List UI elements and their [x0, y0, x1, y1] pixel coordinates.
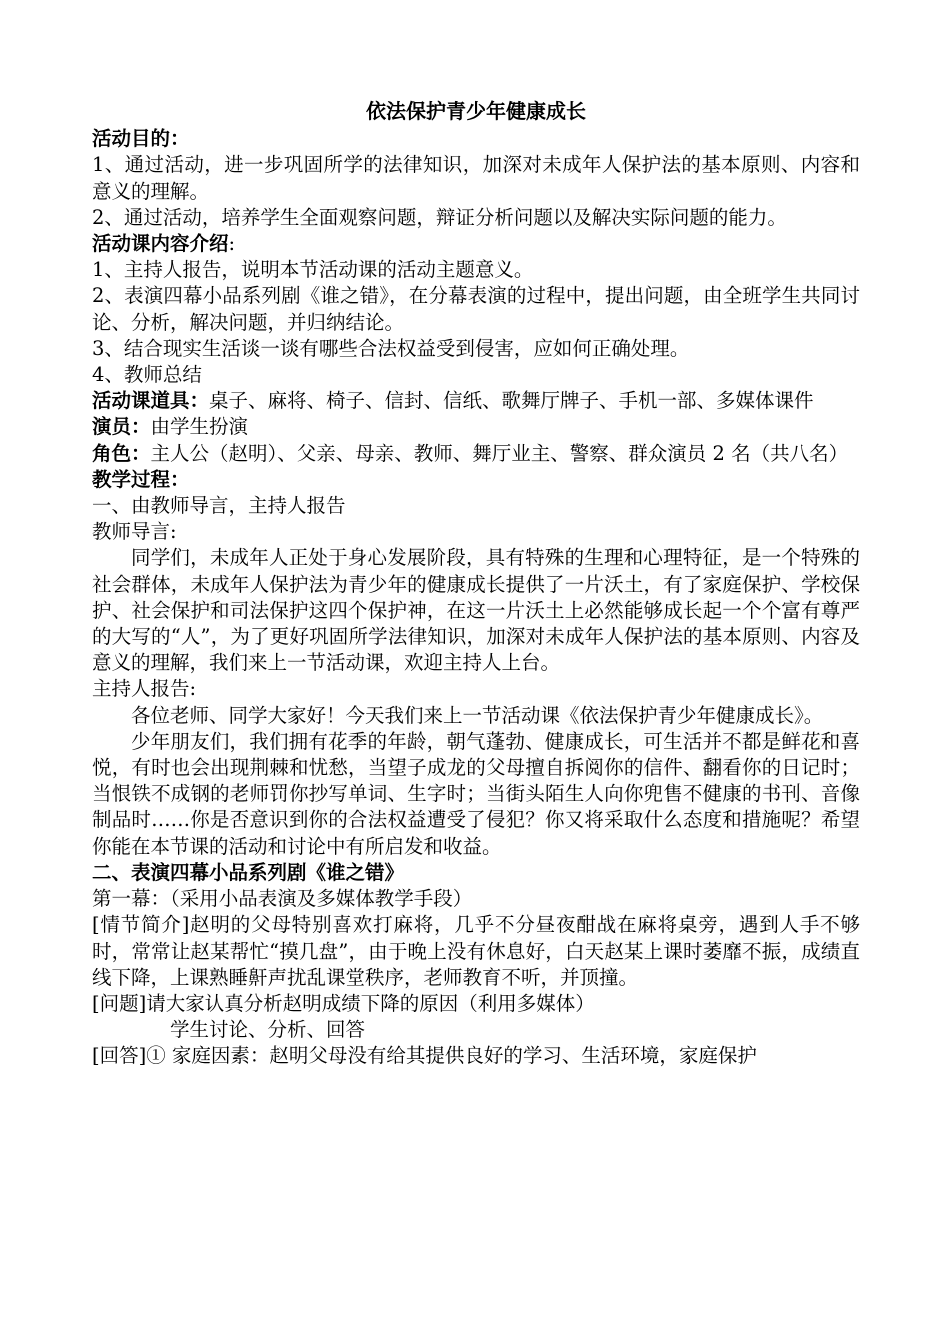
actors-text: 由学生扮演 [150, 415, 249, 439]
answer-text: [回答]① 家庭因素：赵明父母没有给其提供良好的学习、生活环境，家庭保护 [92, 1044, 757, 1068]
host-report-text-2: 少年朋友们，我们拥有花季的年龄，朝气蓬勃、健康成长，可生活并不都是鲜花和喜悦，有时也会出现荆棘和忧愁，当望子成龙的父母擅自拆阅你的信件、翻看你的日记时；当恨铁不成钢的老师罚你抄写单词、生字时；当街头陌生人向你兜售不健康的书刊、音像制品时……你是否意识到你的合法权益遭受了侵犯？你又将采取什么态度和措施呢？希望你能在本节课的活动和讨论中有所启发和收益。 [92, 729, 860, 858]
purpose-item-2: 2、通过活动，培养学生全面观察问题，辩证分析问题以及解决实际问题的能力。 [92, 205, 787, 229]
content-item-4: 4、教师总结 [92, 363, 202, 387]
discussion-text: 学生讨论、分析、回答 [170, 1018, 366, 1042]
host-report-label: 主持人报告: [92, 677, 197, 701]
props-line [92, 388, 860, 414]
process-step-1: 一、由教师导言，主持人报告 [92, 494, 346, 518]
question-text: [问题]请大家认真分析赵明成绩下降的原因（利用多媒体） [92, 991, 595, 1015]
document-page [92, 98, 860, 1070]
act-1-title: 第一幕：（采用小品表演及多媒体教学手段） [92, 887, 473, 911]
content-heading-line [92, 231, 860, 257]
teacher-intro-label: 教师导言: [92, 520, 177, 544]
actors-label: 演员： [92, 415, 151, 439]
skit-heading: 二、表演四幕小品系列剧《谁之错》 [92, 860, 405, 884]
content-item-2: 2、表演四幕小品系列剧《谁之错》，在分幕表演的过程中，提出问题，由全班学生共同讨论、分析，解决问题，并归纳结论。 [92, 284, 860, 334]
content-item-3: 3、结合现实生活谈一谈有哪些合法权益受到侵害，应如何正确处理。 [92, 336, 690, 360]
plot-summary: [情节简介]赵明的父母特别喜欢打麻将，几乎不分昼夜酣战在麻将桌旁，遇到人手不够时，常常让赵某帮忙“摸几盘”，由于晚上没有休息好，白天赵某上课时萎靡不振，成绩直线下降，上课熟睡鼾声扰乱课堂秩序，老师教育不听，并顶撞。 [92, 913, 860, 989]
roles-line [92, 441, 860, 467]
roles-text: 主人公（赵明）、父亲、母亲、教师、舞厅业主、警察、群众演员 2 名（共八名） [150, 441, 849, 465]
content-heading-colon: : [228, 232, 236, 256]
content-item-1: 1、主持人报告，说明本节活动课的活动主题意义。 [92, 258, 534, 282]
teacher-intro-text: 同学们，未成年人正处于身心发展阶段，具有特殊的生理和心理特征，是一个特殊的社会群体，未成年人保护法为青少年的健康成长提供了一片沃土，有了家庭保护、学校保护、社会保护和司法保护这四个保护神，在这一片沃土上必然能够成长起一个个富有尊严的大写的“人”，为了更好巩固所学法律知识，加深对未成年人保护法的基本原则、内容及意义的理解，我们来上一节活动课，欢迎主持人上台。 [92, 546, 860, 675]
props-label: 活动课道具： [92, 389, 210, 413]
roles-label: 角色： [92, 441, 151, 465]
purpose-heading: 活动目的： [92, 127, 190, 151]
process-heading: 教学过程： [92, 467, 190, 491]
props-text: 桌子、麻将、椅子、信封、信纸、歌舞厅牌子、手机一部、多媒体课件 [209, 389, 814, 413]
content-heading: 活动课内容介绍 [92, 232, 229, 256]
purpose-item-1: 1、通过活动，进一步巩固所学的法律知识，加深对未成年人保护法的基本原则、内容和意义的理解。 [92, 153, 860, 203]
document-title: 依法保护青少年健康成长 [366, 99, 586, 123]
host-report-text-1: 各位老师、同学大家好！今天我们来上一节活动课《依法保护青少年健康成长》。 [131, 703, 824, 727]
actors-line [92, 414, 860, 440]
